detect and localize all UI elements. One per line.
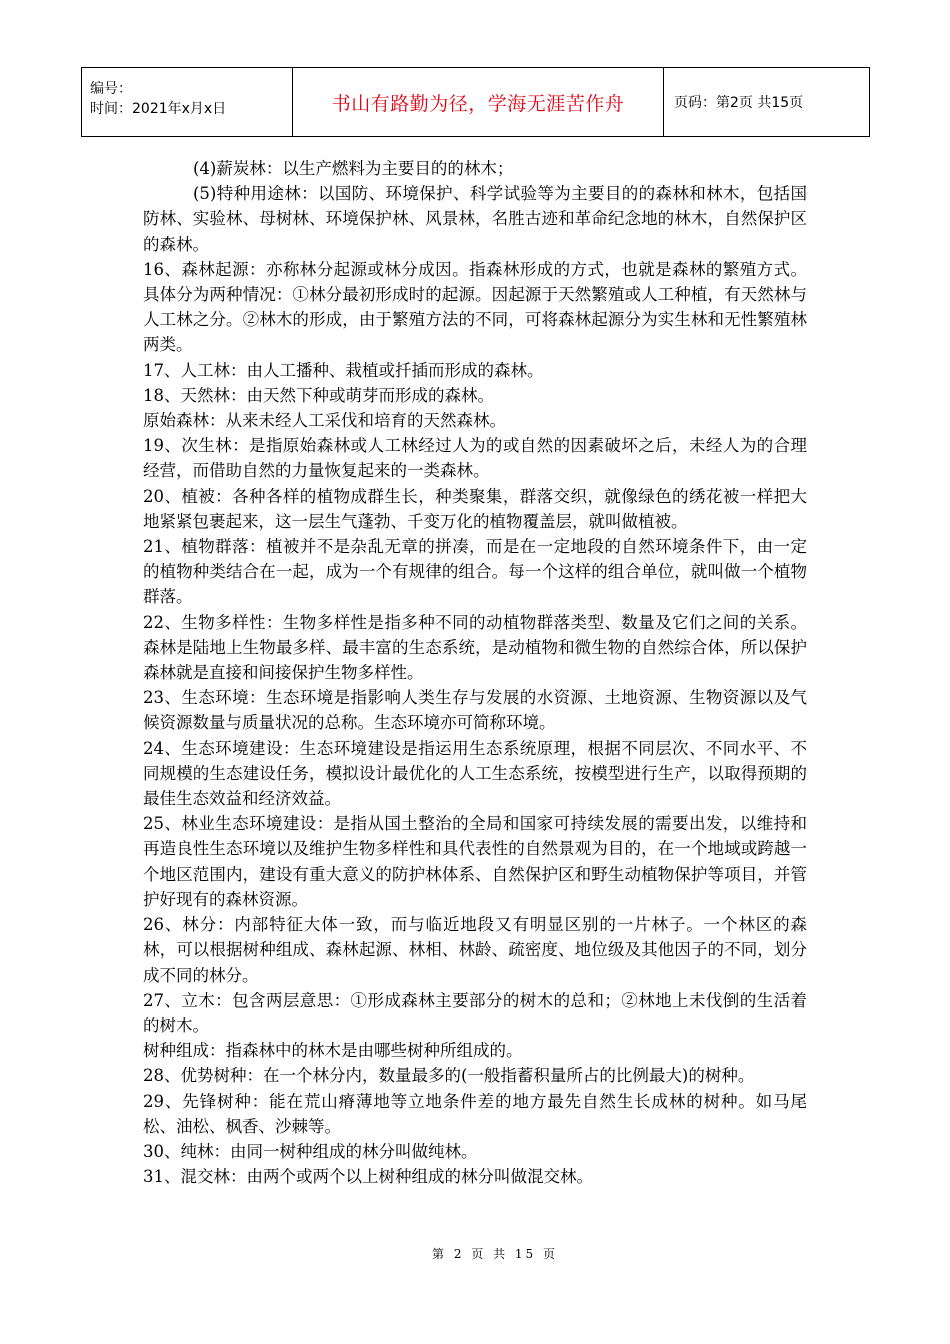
header-motto: 书山有路勤为径，学海无涯苦作舟 <box>293 68 664 137</box>
paragraph: (5)特种用途林：以国防、环境保护、科学试验等为主要目的的森林和林木，包括国防林、实验林、母树林、环境保护林、风景林，名胜古迹和革命纪念地的林木，自然保护区的森林。 <box>143 184 807 254</box>
paragraph: 22、生物多样性：生物多样性是指多种不同的动植物群落类型、数量及它们之间的关系。森林是陆地上生物最多样、最丰富的生态系统，是动植物和微生物的自然综合体，所以保护森林就是直接和间接保护生物多样性。 <box>143 612 807 683</box>
paragraph: 31、混交林：由两个或两个以上树种组成的林分叫做混交林。 <box>143 1167 593 1187</box>
paragraph: 17、人工林：由人工播种、栽植或扦插而形成的森林。 <box>143 360 544 380</box>
paragraph: 24、生态环境建设：生态环境建设是指运用生态系统原理，根据不同层次、不同水平、不同规模的生态建设任务，模拟设计最优化的人工生态系统，按模型进行生产，以取得预期的最佳生态效益和经济效益。 <box>143 738 807 809</box>
paragraph: 23、生态环境：生态环境是指影响人类生存与发展的水资源、土地资源、生物资源以及气候资源数量与质量状况的总称。生态环境亦可简称环境。 <box>143 688 807 733</box>
document-number-label: 编号： <box>90 81 132 97</box>
paragraph: 27、立木：包含两层意思：①形成森林主要部分的树木的总和；②林地上未伐倒的生活着的树木。 <box>143 990 807 1035</box>
paragraph: 18、天然林：由天然下种或萌芽而形成的森林。 <box>143 385 494 405</box>
paragraph: 16、森林起源：亦称林分起源或林分成因。指森林形成的方式，也就是森林的繁殖方式。具体分为两种情况：①林分最初形成时的起源。因起源于天然繁殖或人工种植，有天然林与人工林之分。②林木的形成，由于繁殖方法的不同，可将森林起源分为实生林和无性繁殖林两类。 <box>143 259 807 355</box>
document-body <box>143 156 807 1189</box>
paragraph: 26、林分：内部特征大体一致，而与临近地段又有明显区别的一片林子。一个林区的森林，可以根据树种组成、森林起源、林相、林龄、疏密度、地位级及其他因子的不同，划分成不同的林分。 <box>143 915 807 985</box>
paragraph: 28、优势树种：在一个林分内，数量最多的(一般指蓄积量所占的比例最大)的树种。 <box>143 1066 755 1086</box>
paragraph: 25、林业生态环境建设：是指从国土整治的全局和国家可持续发展的需要出发，以维持和再造良性生态环境以及维护生物多样性和具代表性的自然景观为目的，在一个地域或跨越一个地区范围内，建设有重大意义的防护林体系、自然保护区和野生动植物保护等项目，并管护好现有的森林资源。 <box>143 814 807 909</box>
paragraph: 树种组成：指森林中的林木是由哪些树种所组成的。 <box>143 1041 523 1061</box>
document-date-label: 时间：2021年x月x日 <box>90 101 227 117</box>
paragraph: 20、植被：各种各样的植物成群生长，种类聚集，群落交织，就像绿色的绣花被一样把大地紧紧包裹起来，这一层生气蓬勃、千变万化的植物覆盖层，就叫做植被。 <box>143 486 807 531</box>
paragraph: 29、先锋树种：能在荒山瘠薄地等立地条件差的地方最先自然生长成林的树种。如马尾松、油松、枫香、沙棘等。 <box>143 1091 807 1136</box>
page-footer: 第 2 页 共 15 页 <box>432 1247 558 1261</box>
header-meta-cell <box>82 68 293 137</box>
paragraph: 原始森林：从来未经人工采伐和培育的天然森林。 <box>143 411 506 431</box>
paragraph: (4)薪炭林：以生产燃料为主要目的的林木； <box>193 159 514 178</box>
paragraph: 30、纯林：由同一树种组成的林分叫做纯林。 <box>143 1141 478 1161</box>
paragraph: 21、植物群落：植被并不是杂乱无章的拼凑，而是在一定地段的自然环境条件下，由一定的植物种类结合在一起，成为一个有规律的组合。每一个这样的组合单位，就叫做一个植物群落。 <box>143 537 807 607</box>
header-table <box>81 67 870 137</box>
header-page-code: 页码：第2页 共15页 <box>664 68 870 137</box>
paragraph: 19、次生林：是指原始森林或人工林经过人为的或自然的因素破坏之后，未经人为的合理经营，而借助自然的力量恢复起来的一类森林。 <box>143 436 807 481</box>
